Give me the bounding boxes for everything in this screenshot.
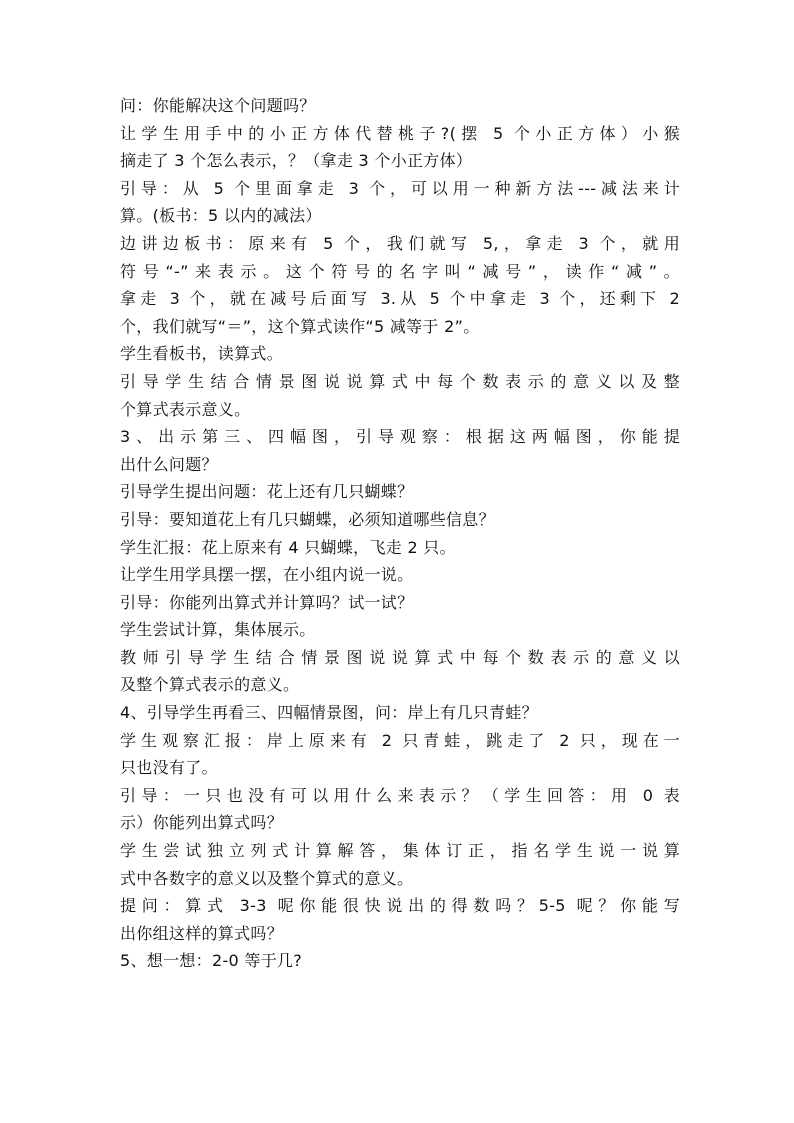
text-line: 5、想一想：2-0 等于几?: [120, 951, 303, 971]
text-line: 学生看板书，读算式。: [120, 344, 284, 364]
text-line: 出什么问题？: [120, 454, 218, 474]
text-line: 4、引导学生再看三、四幅情景图，问：岸上有几只青蛙？: [120, 703, 538, 723]
text-line: 让学生用学具摆一摆，在小组内说一说。: [120, 565, 414, 585]
text-line: 示）你能列出算式吗？: [120, 813, 284, 833]
text-line: 教师引导学生结合情景图说说算式中每个数表示的意义以: [120, 647, 680, 667]
text-line: 引导：从 5 个里面拿走 3 个，可以用一种新方法---减法来计: [120, 178, 680, 198]
text-line: 学生观察汇报：岸上原来有 2 只青蛙，跳走了 2 只，现在一: [120, 730, 680, 750]
text-line: 符号“-”来表示。这个符号的名字叫“减号”，读作“减”。: [120, 261, 680, 281]
text-line: 学生尝试计算，集体展示。: [120, 620, 316, 640]
text-line: 个，我们就写“＝”，这个算式读作“5 减等于 2”。: [120, 316, 480, 336]
text-line: 3、出示第三、四幅图，引导观察：根据这两幅图，你能提: [120, 427, 680, 447]
text-line: 个算式表示意义。: [120, 399, 251, 419]
document-body: [120, 92, 680, 975]
text-line: 摘走了 3 个怎么表示，？（拿走 3 个小正方体）: [120, 151, 473, 171]
text-line: 引导学生提出问题：花上还有几只蝴蝶？: [120, 482, 414, 502]
text-line: 引导：你能列出算式并计算吗？试一试？: [120, 592, 414, 612]
text-line: 让学生用手中的小正方体代替桃子?(摆 5 个小正方体）小猴: [120, 123, 680, 143]
text-line: 学生汇报：花上原来有 4 只蝴蝶，飞走 2 只。: [120, 537, 456, 557]
text-line: 出你组这样的算式吗？: [120, 923, 284, 943]
text-line: 学生尝试独立列式计算解答，集体订正，指名学生说一说算: [120, 841, 680, 861]
text-line: 式中各数字的意义以及整个算式的意义。: [120, 868, 414, 888]
text-line: 及整个算式表示的意义。: [120, 675, 300, 695]
text-line: 算。(板书：5 以内的减法）: [120, 206, 322, 226]
text-line: 引导：要知道花上有几只蝴蝶，必须知道哪些信息？: [120, 509, 495, 529]
text-line: 边讲边板书：原来有 5 个，我们就写 5,，拿走 3 个，就用: [120, 233, 680, 253]
text-line: 引导：一只也没有可以用什么来表示？（学生回答：用 0 表: [120, 785, 680, 805]
text-line: 拿走 3 个，就在减号后面写 3.从 5 个中拿走 3 个，还剩下 2: [120, 289, 680, 309]
text-line: 问：你能解决这个问题吗？: [120, 96, 316, 115]
text-line: 引导学生结合情景图说说算式中每个数表示的意义以及整: [120, 371, 680, 391]
text-line: 提问：算式 3-3 呢你能很快说出的得数吗？5-5 呢？你能写: [120, 896, 680, 916]
text-line: 只也没有了。: [120, 758, 218, 778]
